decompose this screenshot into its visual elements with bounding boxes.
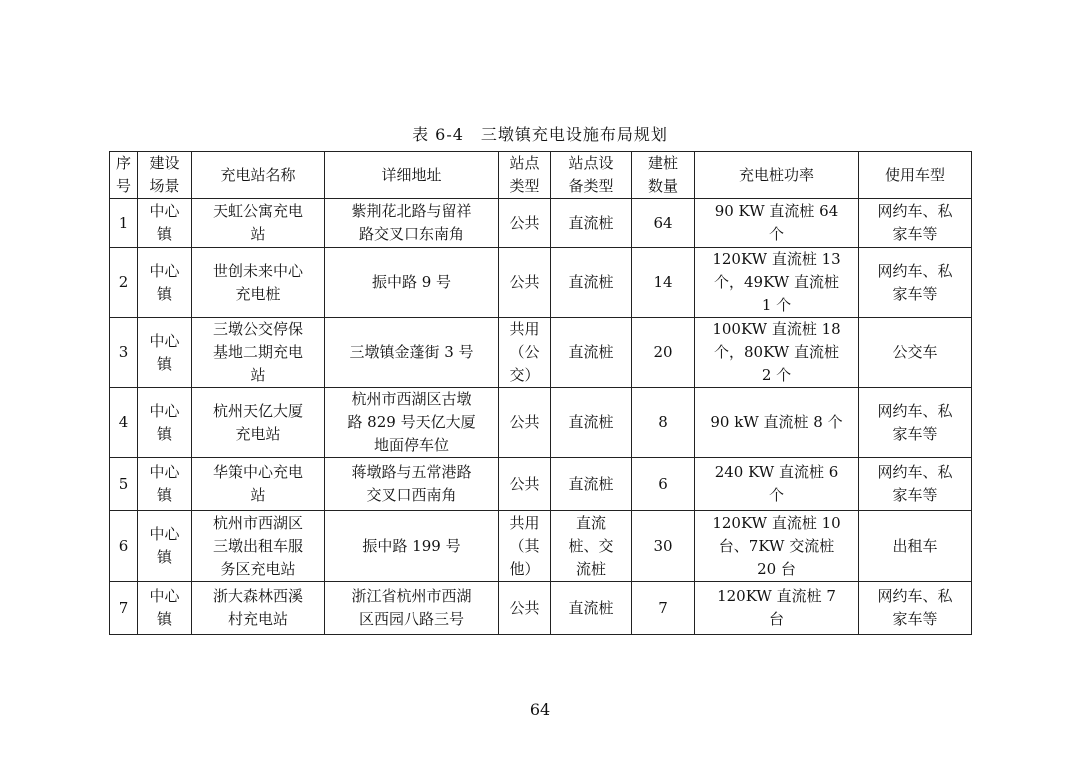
table-row — [110, 318, 972, 388]
cell-site-type: 公共 — [499, 199, 551, 248]
header-station-name: 充电站名称 — [192, 152, 325, 199]
cell-address: 紫荆花北路与留祥 路交叉口东南角 — [325, 199, 499, 248]
cell-equipment-type: 直流桩 — [551, 388, 632, 458]
cell-power: 100KW 直流桩 18 个，80KW 直流桩 2 个 — [695, 318, 859, 388]
cell-power: 120KW 直流桩 10 台、7KW 交流桩 20 台 — [695, 511, 859, 582]
table-row — [110, 388, 972, 458]
cell-power: 120KW 直流桩 7 台 — [695, 582, 859, 635]
cell-station-name: 杭州市西湖区 三墩出租车服 务区充电站 — [192, 511, 325, 582]
cell-power: 90 kW 直流桩 8 个 — [695, 388, 859, 458]
cell-address: 杭州市西湖区古墩 路 829 号天亿大厦 地面停车位 — [325, 388, 499, 458]
cell-equipment-type: 直流桩 — [551, 199, 632, 248]
cell-equipment-type: 直流桩 — [551, 318, 632, 388]
cell-address: 振中路 9 号 — [325, 248, 499, 318]
cell-index: 5 — [110, 458, 138, 511]
table-row — [110, 199, 972, 248]
cell-site-type: 公共 — [499, 458, 551, 511]
cell-vehicle-type: 公交车 — [859, 318, 972, 388]
charging-facility-table — [109, 151, 972, 635]
cell-index: 7 — [110, 582, 138, 635]
cell-pile-count: 14 — [632, 248, 695, 318]
cell-vehicle-type: 网约车、私 家车等 — [859, 388, 972, 458]
cell-vehicle-type: 网约车、私 家车等 — [859, 582, 972, 635]
cell-scene: 中心 镇 — [138, 582, 192, 635]
cell-index: 3 — [110, 318, 138, 388]
table-header-row — [110, 152, 972, 199]
cell-address: 浙江省杭州市西湖 区西园八路三号 — [325, 582, 499, 635]
cell-scene: 中心 镇 — [138, 388, 192, 458]
header-equipment-type: 站点设 备类型 — [551, 152, 632, 199]
cell-address: 三墩镇金蓬街 3 号 — [325, 318, 499, 388]
cell-address: 振中路 199 号 — [325, 511, 499, 582]
cell-vehicle-type: 网约车、私 家车等 — [859, 458, 972, 511]
cell-scene: 中心 镇 — [138, 511, 192, 582]
cell-pile-count: 8 — [632, 388, 695, 458]
cell-address: 蒋墩路与五常港路 交叉口西南角 — [325, 458, 499, 511]
cell-index: 6 — [110, 511, 138, 582]
table-row — [110, 248, 972, 318]
cell-site-type: 公共 — [499, 388, 551, 458]
cell-scene: 中心 镇 — [138, 458, 192, 511]
cell-station-name: 三墩公交停保 基地二期充电 站 — [192, 318, 325, 388]
cell-power: 240 KW 直流桩 6 个 — [695, 458, 859, 511]
header-vehicle-type: 使用车型 — [859, 152, 972, 199]
cell-station-name: 浙大森林西溪 村充电站 — [192, 582, 325, 635]
cell-site-type: 公共 — [499, 582, 551, 635]
header-site-type: 站点 类型 — [499, 152, 551, 199]
cell-site-type: 公共 — [499, 248, 551, 318]
table-row — [110, 582, 972, 635]
cell-vehicle-type: 出租车 — [859, 511, 972, 582]
header-power: 充电桩功率 — [695, 152, 859, 199]
cell-station-name: 华策中心充电 站 — [192, 458, 325, 511]
cell-index: 1 — [110, 199, 138, 248]
cell-station-name: 杭州天亿大厦 充电站 — [192, 388, 325, 458]
cell-index: 4 — [110, 388, 138, 458]
table-row — [110, 511, 972, 582]
cell-pile-count: 7 — [632, 582, 695, 635]
cell-site-type: 共用 （其 他） — [499, 511, 551, 582]
cell-vehicle-type: 网约车、私 家车等 — [859, 199, 972, 248]
cell-pile-count: 6 — [632, 458, 695, 511]
cell-vehicle-type: 网约车、私 家车等 — [859, 248, 972, 318]
cell-pile-count: 20 — [632, 318, 695, 388]
cell-power: 120KW 直流桩 13 个，49KW 直流桩 1 个 — [695, 248, 859, 318]
cell-index: 2 — [110, 248, 138, 318]
cell-station-name: 世创未来中心 充电桩 — [192, 248, 325, 318]
cell-pile-count: 64 — [632, 199, 695, 248]
cell-pile-count: 30 — [632, 511, 695, 582]
header-pile-count: 建桩 数量 — [632, 152, 695, 199]
cell-scene: 中心 镇 — [138, 248, 192, 318]
cell-equipment-type: 直流桩 — [551, 248, 632, 318]
cell-equipment-type: 直流 桩、交 流桩 — [551, 511, 632, 582]
cell-equipment-type: 直流桩 — [551, 458, 632, 511]
cell-scene: 中心 镇 — [138, 199, 192, 248]
cell-equipment-type: 直流桩 — [551, 582, 632, 635]
page-number: 64 — [529, 700, 551, 719]
header-address: 详细地址 — [325, 152, 499, 199]
cell-scene: 中心 镇 — [138, 318, 192, 388]
cell-site-type: 共用 （公 交） — [499, 318, 551, 388]
header-index: 序 号 — [110, 152, 138, 199]
table-row — [110, 458, 972, 511]
cell-power: 90 KW 直流桩 64 个 — [695, 199, 859, 248]
table-caption: 表 6-4 三墩镇充电设施布局规划 — [412, 125, 668, 144]
cell-station-name: 天虹公寓充电 站 — [192, 199, 325, 248]
header-scene: 建设 场景 — [138, 152, 192, 199]
